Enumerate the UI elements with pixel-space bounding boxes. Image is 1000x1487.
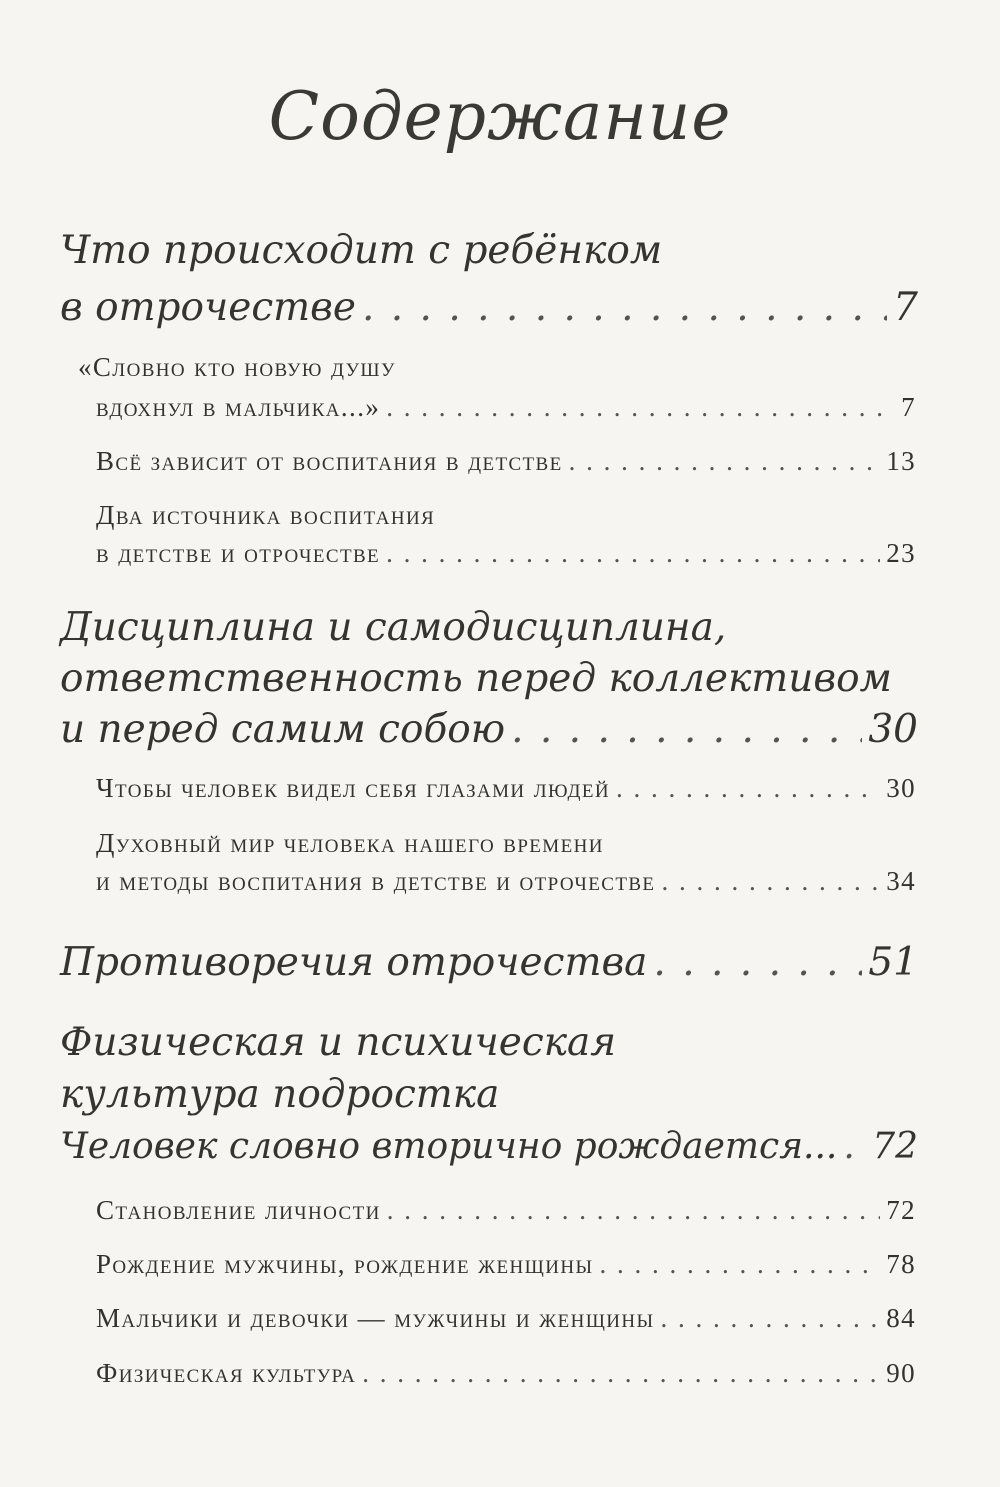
toc-page-number: 84 — [886, 1303, 916, 1333]
dot-leader — [386, 538, 880, 569]
dot-leader — [843, 1126, 866, 1167]
toc-page-number: 30 — [886, 773, 916, 803]
dot-leader — [387, 1195, 880, 1226]
dot-leader — [569, 446, 881, 477]
toc-page-number: 30 — [868, 707, 918, 752]
toc-page-number: 23 — [886, 538, 916, 568]
toc-page-number: 90 — [886, 1358, 916, 1388]
toc-subheading-text: Человек словно вторично рождается... — [60, 1126, 838, 1167]
toc-entry-text: вдохнул в мальчика...» — [96, 392, 381, 422]
toc-entry-text: Духовный мир человека нашего времени — [96, 828, 604, 858]
dot-leader — [661, 866, 880, 897]
toc-section-heading[interactable] — [60, 707, 918, 752]
toc-entry[interactable] — [78, 352, 396, 383]
toc-entry-text: Становление личности — [96, 1195, 381, 1225]
toc-entry[interactable] — [96, 1303, 916, 1334]
toc-heading-text: Дисциплина и самодисциплина, — [60, 605, 727, 650]
toc-entry[interactable] — [96, 866, 916, 897]
toc-entry[interactable] — [96, 446, 916, 477]
dot-leader — [362, 1358, 880, 1389]
toc-section-heading[interactable] — [60, 1072, 499, 1117]
toc-heading-text: Противоречия отрочества — [60, 940, 648, 985]
toc-entry-text: и методы воспитания в детстве и отрочестве — [96, 866, 656, 896]
toc-section-heading[interactable] — [60, 605, 726, 650]
toc-entry[interactable] — [96, 1358, 916, 1389]
dot-leader — [386, 392, 895, 423]
toc-entry-text: Физическая культура — [96, 1358, 357, 1388]
toc-page-number: 78 — [886, 1249, 916, 1279]
dot-leader — [511, 707, 862, 752]
toc-entry[interactable] — [96, 500, 435, 531]
page-title: Содержание — [268, 78, 732, 155]
toc-heading-text: Что происходит с ребёнком — [60, 228, 663, 273]
dot-leader — [616, 773, 880, 804]
toc-subheading[interactable] — [60, 1126, 918, 1167]
dot-leader — [653, 940, 862, 985]
toc-heading-text: ответственность перед коллективом — [60, 656, 892, 701]
toc-heading-text: и перед самим собою — [60, 707, 506, 752]
toc-entry[interactable] — [96, 828, 604, 859]
toc-entry-text: Два источника воспитания — [96, 500, 436, 530]
toc-heading-text: Физическая и психическая — [60, 1020, 617, 1065]
toc-entry-text: Рождение мужчины, рождение женщины — [96, 1249, 594, 1279]
toc-entry-text: Чтобы человек видел себя глазами людей — [96, 773, 610, 803]
toc-heading-text: культура подростка — [60, 1072, 500, 1117]
dot-leader — [362, 285, 887, 330]
toc-section-heading[interactable] — [60, 940, 918, 985]
toc-page-number: 13 — [886, 446, 916, 476]
dot-leader — [661, 1303, 881, 1334]
toc-page-number: 7 — [893, 285, 918, 330]
toc-page-number: 72 — [886, 1195, 916, 1225]
toc-section-heading[interactable] — [60, 1020, 616, 1065]
toc-page-number: 51 — [868, 940, 918, 985]
toc-page-number: 34 — [886, 866, 916, 896]
toc-section-heading[interactable] — [60, 656, 892, 701]
toc-section-heading[interactable] — [60, 228, 662, 273]
toc-entry[interactable] — [96, 392, 916, 423]
toc-page-number: 7 — [901, 392, 916, 422]
dot-leader — [599, 1249, 880, 1280]
toc-entry[interactable] — [96, 1195, 916, 1226]
toc-entry[interactable] — [96, 773, 916, 804]
toc-entry[interactable] — [96, 1249, 916, 1280]
toc-entry-text: «Словно кто новую душу — [78, 352, 396, 382]
toc-entry-text: Мальчики и девочки — мужчины и женщины — [96, 1303, 655, 1333]
toc-entry[interactable] — [96, 538, 916, 569]
toc-page-number: 72 — [872, 1126, 918, 1167]
toc-entry-text: Всё зависит от воспитания в детстве — [96, 446, 563, 476]
toc-section-heading[interactable] — [60, 285, 918, 330]
toc-entry-text: в детстве и отрочестве — [96, 538, 381, 568]
toc-heading-text: в отрочестве — [60, 285, 356, 330]
